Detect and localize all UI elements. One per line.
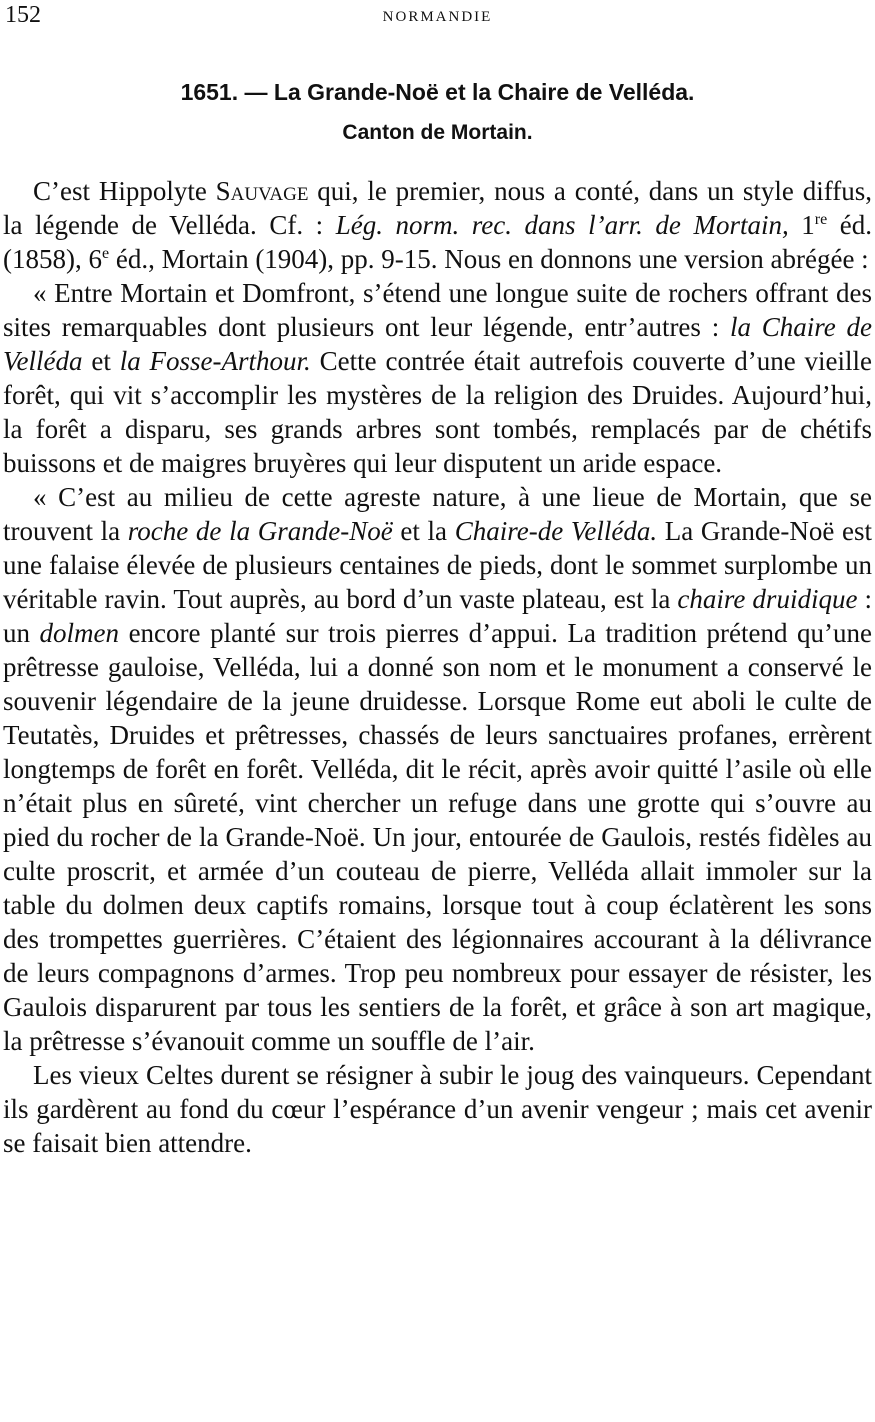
paragraph-celtes (3, 1058, 872, 1160)
text-run: et la (392, 516, 455, 546)
text-run: Cette contrée était autrefois couverte d’une vieille forêt, qui vit s’accomplir les mystères de la religion des Druides. Aujourd’hui, la forêt a disparu, ses grands arbres sont tombés, remplacés par de chétifs buissons et de maigres bruyères qui leur disputent un aride espace. (3, 346, 873, 478)
paragraph-intro (3, 174, 872, 276)
text-run: éd. (1858), 6 (3, 210, 873, 274)
canton-heading: Canton de Mortain. (342, 121, 533, 144)
place-name: Chaire-de Velléda. (454, 516, 658, 546)
work-title: Lég. norm. rec. dans l’arr. de Mortain, (335, 210, 789, 240)
entry-title: 1651. — La Grande-Noë et la Chaire de Velléda. (180, 79, 695, 105)
superscript: e (101, 245, 110, 262)
text-run: : un (3, 584, 873, 648)
italic-term: dolmen (39, 618, 120, 648)
author-name: Sauvage (215, 176, 309, 206)
text-run: 1 (788, 210, 815, 240)
running-head (3, 0, 872, 34)
italic-term: chaire druidique (677, 584, 858, 614)
paragraph-quote-1 (3, 276, 872, 480)
text-run: éd., Mortain (1904), pp. 9-15. Nous en donnons une version abrégée : (109, 244, 869, 274)
body-text (3, 174, 872, 1160)
text-run: encore planté sur trois pierres d’appui. La tradition prétend qu’une prêtresse gauloise, Velléda, lui a donné son nom et le monument a conservé le souvenir légendaire de la jeune druidesse. Lorsque Rome eut aboli le culte de Teutatès, Druides et prêtresses, chassés de leurs sanctuaires profanes, errèrent longtemps de forêt en forêt. Velléda, dit le récit, après avoir quitté l’asile où elle n’était plus en sûreté, vint chercher un refuge dans une grotte qui s’ouvre au pied du rocher de la Grande-Noë. Un jour, entourée de Gaulois, restés fidèles au culte proscrit, et armée d’un couteau de pierre, Velléda allait immoler sur la table du dolmen deux captifs romains, lorsque tout à coup éclatèrent les sons des trompettes guerrières. C’étaient des légionnaires accourant à la délivrance de leurs compagnons d’armes. Trop peu nombreux pour essayer de résister, les Gaulois disparurent par tous les sentiers de la forêt, et grâce à son art magique, la prêtresse s’évanouit comme un souffle de l’air. (3, 618, 872, 1056)
place-name: la Chaire de Velléda (3, 312, 872, 376)
text-run: qui, le premier, nous a conté, dans un style diffus, la légende de Velléda. Cf. : (3, 176, 872, 240)
page-number: 152 (5, 2, 41, 28)
text-run: « Entre Mortain et Domfront, s’étend une longue suite de rochers offrant des sites remarquables dont plusieurs ont leur légende, entr’autres : (3, 278, 872, 342)
place-name: roche de la Grande-Noë (127, 516, 393, 546)
superscript: re (814, 211, 828, 228)
text-run: « C’est au milieu de cette agreste nature, à une lieue de Mortain, que se trouvent la (3, 482, 872, 546)
place-name: la Fosse-Arthour. (119, 346, 311, 376)
text-run: La Grande-Noë est une falaise élevée de plusieurs centaines de pieds, dont le sommet surplombe un véritable ravin. Tout auprès, au bord d’un vaste plateau, est la (3, 516, 872, 614)
text-run: et (82, 346, 120, 376)
paragraph-quote-2 (3, 480, 872, 1058)
text-run: C’est Hippolyte (33, 176, 216, 206)
running-title: NORMANDIE (382, 9, 493, 25)
text-run: Les vieux Celtes durent se résigner à subir le joug des vainqueurs. Cependant ils gardèrent au fond du cœur l’espérance d’un avenir vengeur ; mais cet avenir se faisait bien attendre. (3, 1060, 872, 1158)
